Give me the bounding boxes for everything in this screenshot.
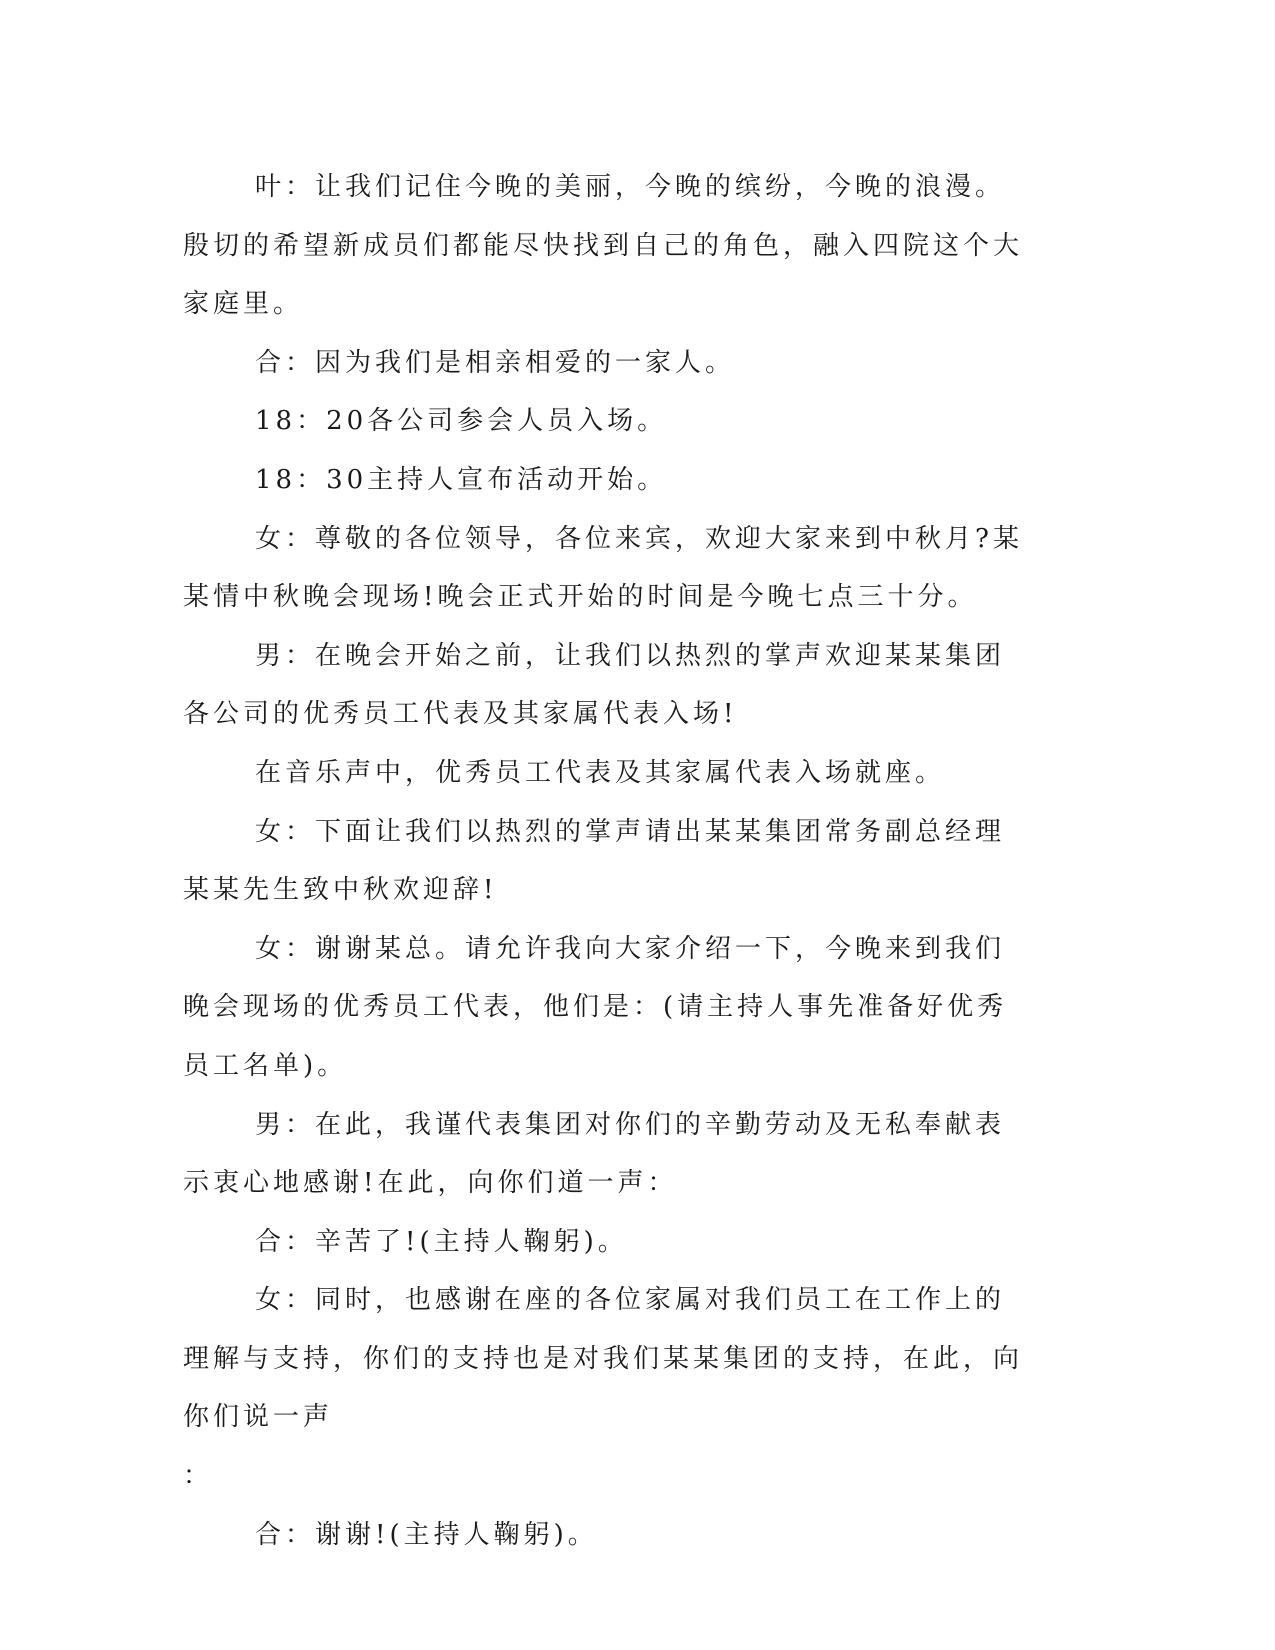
paragraph: 在音乐声中，优秀员工代表及其家属代表入场就座。 [255, 757, 946, 788]
paragraph-continuation: ： [183, 1461, 214, 1492]
paragraph: 叶：让我们记住今晚的美丽，今晚的缤纷，今晚的浪漫。殷切的希望新成员们都能尽快找到自己的角色，融入四院这个大家庭里。 [183, 172, 1024, 320]
paragraph: 合：谢谢!(主持人鞠躬)。 [255, 1519, 598, 1550]
paragraph: 女：同时，也感谢在座的各位家属对我们员工在工作上的理解与支持，你们的支持也是对我们某某集团的支持，在此，向你们说一声 [183, 1285, 1024, 1433]
paragraph: 合：辛苦了!(主持人鞠躬)。 [255, 1226, 628, 1257]
paragraph: 18：20各公司参会人员入场。 [255, 406, 668, 437]
paragraph: 男：在此，我谨代表集团对你们的辛勤劳动及无私奉献表示衷心地感谢!在此，向你们道一声： [183, 1109, 1006, 1199]
paragraph: 合：因为我们是相亲相爱的一家人。 [255, 347, 736, 378]
document-body [183, 158, 1033, 1564]
paragraph: 18：30主持人宣布活动开始。 [255, 464, 668, 495]
paragraph: 女：谢谢某总。请允许我向大家介绍一下，今晚来到我们晚会现场的优秀员工代表，他们是：(请主持人事先准备好优秀员工名单)。 [183, 933, 1008, 1081]
paragraph: 男：在晚会开始之前，让我们以热烈的掌声欢迎某某集团各公司的优秀员工代表及其家属代表入场! [183, 640, 1006, 730]
paragraph: 女：下面让我们以热烈的掌声请出某某集团常务副总经理某某先生致中秋欢迎辞! [183, 816, 1006, 906]
paragraph: 女：尊敬的各位领导，各位来宾，欢迎大家来到中秋月?某某情中秋晚会现场!晚会正式开始的时间是今晚七点三十分。 [183, 523, 1023, 613]
